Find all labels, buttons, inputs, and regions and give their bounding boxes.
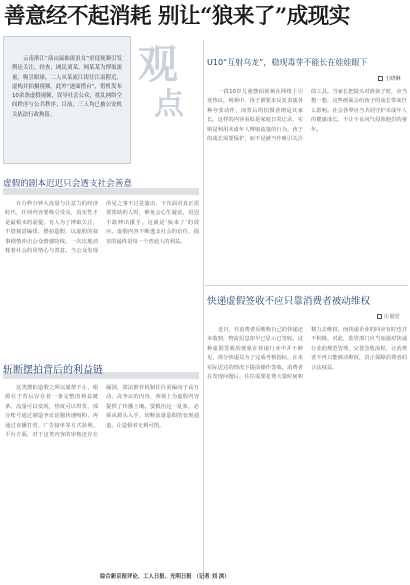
section-title-left-top: 虚假的剧本迟迟只会透支社会善意 xyxy=(3,179,132,189)
section-divider xyxy=(205,285,408,286)
author-name: 王晓琳 xyxy=(385,76,401,82)
section-title-left-middle: 斩断摆拍背后的利益链 xyxy=(3,365,103,376)
column-divider xyxy=(203,40,204,580)
article-body-left-top: 在分秒分钟大流量与注意力的经济时代，任何内容要吸引受众，真实性才是最根本的前提。有人为了博取关注，不惜刻意编排、摆拍造假，以虚假的叙事剧情冲击公众情感防线，一次次地消耗着社会的同情心与善意。当公众发现所见之事不过是演出，下次面对真正需要帮助的人时，难免会心生疑虑，迟迟不敢伸出援手。这就是‘狼来了’的效应。虚假内容不断透支社会的信任，损害的最终是每一个普通人的利益。 xyxy=(5,201,199,255)
slogan-char-1: 观 xyxy=(138,41,178,88)
page-headline: 善意经不起消耗 别让“狼来了”成现实 xyxy=(4,4,350,29)
author-name: 庄展堂 xyxy=(384,314,400,320)
article-body-right-bottom: 近日，有消费者反映称自己的快递还未收到，物流信息却早已显示已签收。这种虚假签收的现象在快递行业中并不鲜见，部分快递员为了完成考核指标，在未实际送达的情况下提前操作签收。消费者在发现问题后，往往需要花费大量时间和精力去维权，而快递企业的回应有时也并不积极。对此，监管部门应当加强对快递行业的规范管理，完善签收流程，让消费者不再只能被动维权，真正保障消费者的合法权益。 xyxy=(207,327,407,381)
section-bar xyxy=(3,188,199,195)
slogan-art xyxy=(136,35,201,135)
author-box-icon xyxy=(378,76,383,81)
author-right-bottom xyxy=(377,313,400,320)
sign-off: 综合新京报评论、工人日报、光明日报 （记者 刘 滨） xyxy=(100,574,230,580)
author-right-top xyxy=(378,75,401,82)
section-title-right-bottom: 快递虚假签收不应只靠消费者被动维权 xyxy=(207,296,371,307)
article-body-left-middle: 这类摆拍造假之所以屡禁不止，根源在于背后存在着一条完整的利益链条。流量可以变现，热度可以带货，部分账号通过制造争议话题快速吸粉，再通过直播打赏、广告接单等方式获利。平台方面，对于这类内容的审核还存在漏洞，算法推荐机制往往更偏向于高互动、高争议的内容，客观上为虚假内容提供了传播土壤。要根治这一乱象，必须从源头入手，切断流量造假的变现通道，让造假者无利可图。 xyxy=(5,385,199,439)
intro-box: 云南浙江“演山鼠抽流浪女”虐侵视频引发舆论关注。经查，网民刘某、网某某为博取流量、吸引眼球，二人从某流江街往江南附近，虚构并拍摄视频，此外“逐面搭台”，借机发布10余条虚假视频，误导社会公众，扰乱网络空间秩序与公共秩序。目前，三人均已被公安机关依法行政拘留。 xyxy=(3,36,131,164)
author-box-icon xyxy=(377,314,382,319)
article-body-right-top: 一段10岁儿童摆拍视频在网络上引发热议。视频中，孩子被要求反复表演各种夸张动作，而背后的拍摄者则是其家长。这样的内容看似是家庭日常记录，实则是利用未成年人博取流量的行为。孩子的成长需要保护，而不是被当作吸引关注的工具。当家长把镜头对准孩子时，应当想一想，这些画面会给孩子的成长带来什么影响。社会各界应当共同守护未成年人的健康成长，不让不良风气侵蚀他们的童年。 xyxy=(207,89,407,143)
slogan-char-2: 点 xyxy=(154,87,184,122)
section-title-right-top: U10“互射乌龙”，稳现毒芽不能长在娃娃眼下 xyxy=(207,58,368,67)
